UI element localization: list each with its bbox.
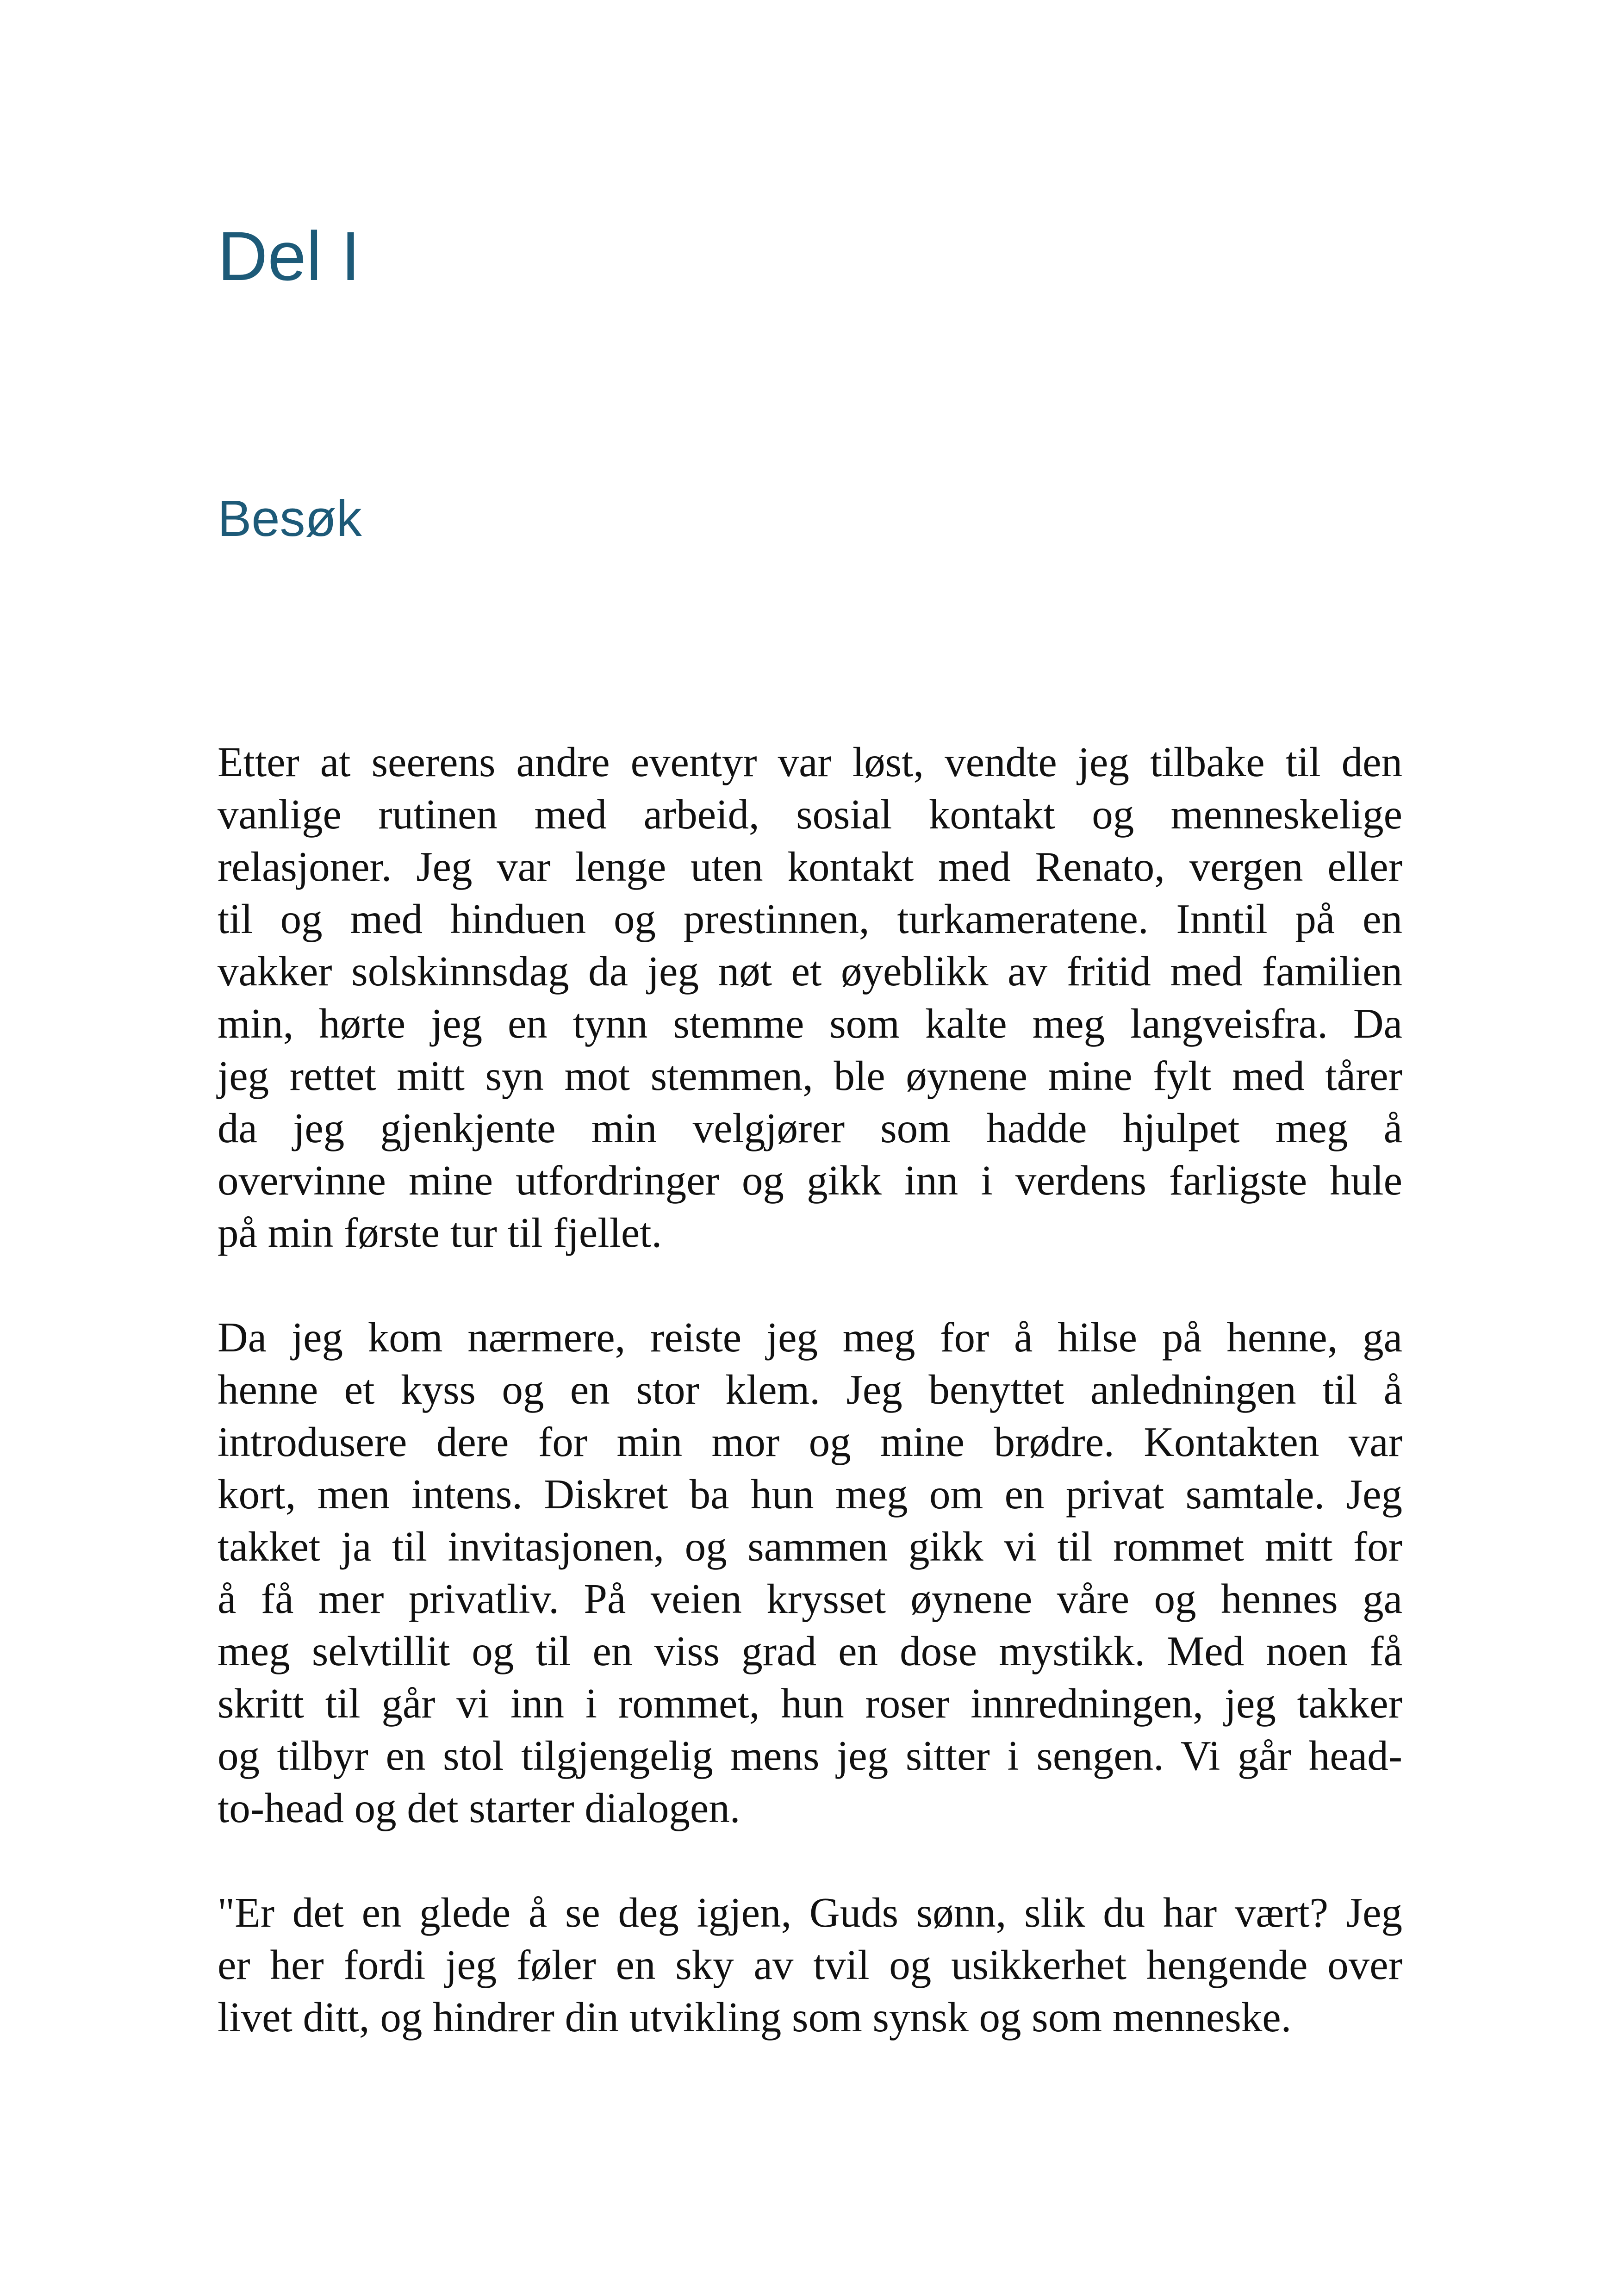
text-line: vakker solskinnsdag da jeg nøt et øyeblikk av fritid med familien xyxy=(218,948,1402,995)
text-line: jeg rettet mitt syn mot stemmen, ble øynene mine fylt med tårer xyxy=(218,1052,1402,1099)
text-line: til og med hinduen og prestinnen, turkameratene. Inntil på en xyxy=(218,896,1402,942)
text-line: å få mer privatliv. På veien krysset øynene våre og hennes ga xyxy=(218,1575,1402,1622)
text-line: da jeg gjenkjente min velgjører som hadde hjulpet meg å xyxy=(218,1105,1402,1151)
text-line: kort, men intens. Diskret ba hun meg om en privat samtale. Jeg xyxy=(218,1471,1402,1518)
text-line: er her fordi jeg føler en sky av tvil og usikkerhet hengende over xyxy=(218,1941,1402,1988)
text-line: relasjoner. Jeg var lenge uten kontakt med Renato, vergen eller xyxy=(218,843,1402,890)
text-line: meg selvtillit og til en viss grad en dose mystikk. Med noen få xyxy=(218,1628,1402,1674)
paragraph xyxy=(218,736,1402,1259)
text-line: overvinne mine utfordringer og gikk inn i verdens farligste hule xyxy=(218,1157,1402,1204)
part-title: Del I xyxy=(218,217,361,295)
text-line: takket ja til invitasjonen, og sammen gikk vi til rommet mitt for xyxy=(218,1523,1402,1570)
text-line: skritt til går vi inn i rommet, hun roser innredningen, jeg takker xyxy=(218,1680,1402,1727)
text-line: Da jeg kom nærmere, reiste jeg meg for å hilse på henne, ga xyxy=(218,1314,1402,1361)
text-line: livet ditt, og hindrer din utvikling som synsk og som menneske. xyxy=(218,1994,1292,2041)
text-line: to-head og det starter dialogen. xyxy=(218,1785,741,1831)
text-line: introdusere dere for min mor og mine brødre. Kontakten var xyxy=(218,1419,1402,1465)
body-text xyxy=(218,736,1402,2096)
text-line: henne et kyss og en stor klem. Jeg benyttet anledningen til å xyxy=(218,1366,1402,1413)
text-line: Etter at seerens andre eventyr var løst, vendte jeg tilbake til den xyxy=(218,739,1402,785)
chapter-title: Besøk xyxy=(218,490,362,547)
paragraph xyxy=(218,1311,1402,1834)
text-line: "Er det en glede å se deg igjen, Guds sønn, slik du har vært? Jeg xyxy=(218,1889,1402,1936)
paragraph xyxy=(218,1886,1402,2043)
text-line: og tilbyr en stol tilgjengelig mens jeg sitter i sengen. Vi går head- xyxy=(218,1732,1402,1779)
text-line: vanlige rutinen med arbeid, sosial kontakt og menneskelige xyxy=(218,791,1402,838)
text-line: min, hørte jeg en tynn stemme som kalte meg langveisfra. Da xyxy=(218,1000,1402,1047)
text-line: på min første tur til fjellet. xyxy=(218,1209,662,1256)
